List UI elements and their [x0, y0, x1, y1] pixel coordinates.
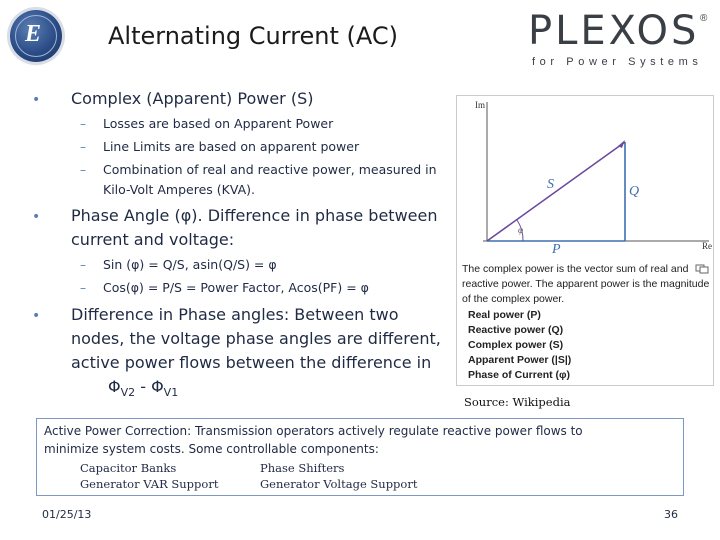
axis-label-re: Re	[702, 241, 712, 251]
bullet-dot: •	[32, 92, 41, 108]
sub-item: Line Limits are based on apparent power	[103, 139, 360, 154]
footer-date: 01/25/13	[42, 508, 92, 521]
bullet-dot: •	[32, 308, 41, 324]
p-label: P	[552, 242, 561, 256]
bullet-1-text: Complex (Apparent) Power (S)	[71, 89, 314, 108]
component-item: Capacitor Banks	[80, 461, 177, 475]
phi-label: φ	[518, 225, 523, 235]
legend-item: Reactive power (Q)	[468, 324, 564, 336]
dash: –	[80, 281, 86, 295]
vector-s	[487, 142, 625, 241]
bullet-3-line2: nodes, the voltage phase angles are different,	[71, 329, 441, 348]
figure-legend	[468, 308, 571, 383]
q-label: Q	[629, 184, 640, 199]
s-label: S	[547, 177, 554, 192]
logo-letter: E	[25, 21, 42, 47]
dash: –	[80, 117, 86, 131]
sub-item: Sin (φ) = Q/S, asin(Q/S) = φ	[103, 257, 277, 272]
registered-mark: ®	[700, 13, 708, 24]
sub-item: Cos(φ) = P/S = Power Factor, Acos(PF) = φ	[103, 280, 369, 295]
sub-item-continued: Kilo-Volt Amperes (KVA).	[103, 182, 255, 197]
component-item: Generator Voltage Support	[260, 477, 418, 491]
legend-item: Phase of Current (φ)	[468, 369, 571, 381]
bullet-2-line1: Phase Angle (φ). Difference in phase between	[71, 206, 438, 225]
phase-difference-formula	[108, 377, 178, 399]
note-line-2: minimize system costs. Some controllable components:	[44, 442, 379, 456]
subscript-v2: V2	[120, 386, 136, 400]
slide-title: Alternating Current (AC)	[108, 22, 399, 50]
axis-label-im: Im	[475, 100, 485, 110]
dash: –	[80, 140, 86, 154]
figure-caption: The complex power is the vector sum of real and reactive power. The apparent power is the magnitude of the complex power.	[462, 263, 710, 305]
dash: –	[80, 163, 86, 177]
bullet-3-line3: active power flows between the difference in	[71, 353, 432, 372]
sub-item: Combination of real and reactive power, measured in	[103, 162, 437, 177]
legend-item: Real power (P)	[468, 309, 541, 321]
component-item: Generator VAR Support	[80, 477, 219, 491]
phi-symbol: Φ	[108, 377, 121, 396]
minus-sign: -	[135, 377, 152, 396]
note-line-1: Active Power Correction: Transmission operators actively regulate reactive power flows to	[44, 424, 583, 438]
legend-item: Complex power (S)	[468, 339, 564, 351]
bullet-dot: •	[32, 209, 41, 225]
sub-item: Losses are based on Apparent Power	[103, 116, 334, 131]
note-box-text	[44, 422, 674, 458]
component-item: Phase Shifters	[260, 461, 345, 475]
energy-exemplar-logo	[10, 10, 62, 62]
dash: –	[80, 258, 86, 272]
page-number: 36	[664, 508, 678, 521]
bullet-2-line2: current and voltage:	[71, 230, 235, 249]
plexos-logo: PLEXOS	[528, 8, 700, 54]
power-triangle-diagram	[457, 96, 713, 256]
plexos-tagline: for Power Systems	[532, 56, 703, 68]
subscript-v1: V1	[163, 386, 179, 400]
legend-item: Apparent Power (|S|)	[468, 354, 572, 366]
bullet-3-line1: Difference in Phase angles: Between two	[71, 305, 399, 324]
phi-symbol: Φ	[151, 377, 164, 396]
source-citation: Source: Wikipedia	[464, 395, 571, 409]
